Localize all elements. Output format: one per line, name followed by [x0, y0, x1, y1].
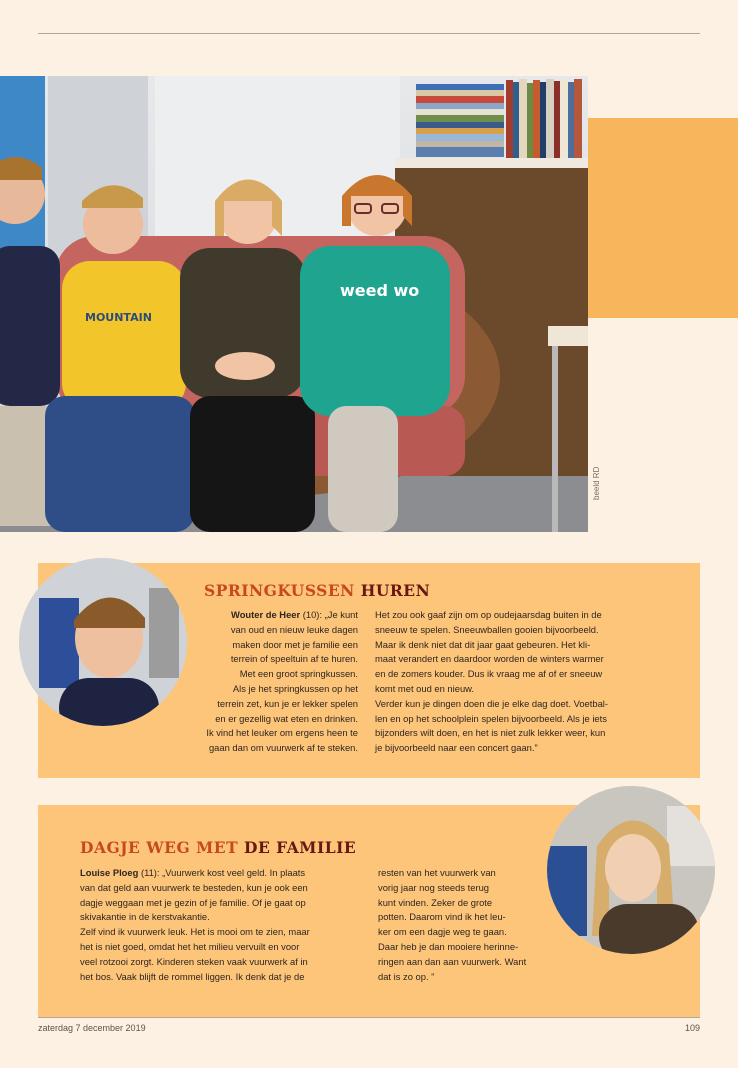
text-line: ringen aan dan aan vuurwerk. Want	[378, 955, 527, 967]
heading-part-1: SPRINGKUSSEN	[204, 581, 355, 600]
footer-date: zaterdag 7 december 2019	[38, 1023, 146, 1033]
speaker-name: Wouter de Heer	[231, 609, 301, 620]
text-line	[150, 608, 358, 623]
text-line: terrein of speeltuin af te huren.	[230, 653, 358, 665]
portrait-louise-illustration	[547, 786, 715, 954]
text-line: Zelf vind ik vuurwerk leuk. Het is mooi om te zien, maar	[80, 926, 310, 938]
text-line: potten. Daarom vind ik het leu-	[378, 911, 506, 923]
shirt-print-text: weed wo	[340, 281, 420, 300]
text-line: je bijvoorbeeld naar een concert gaan.”	[375, 742, 538, 754]
text-line: Het zou ook gaaf zijn om op oudejaarsdag buiten in de	[375, 609, 602, 620]
text-line: len en op het schoolplein spelen bijvoorbeeld. Als je iets	[375, 712, 607, 724]
text-line: bijzonders wilt doen, en het is niet zulk lekker weer, kun	[375, 727, 606, 739]
text-line: maken door met je familie een	[232, 638, 358, 650]
svg-text:MOUNTAIN: MOUNTAIN	[85, 311, 152, 324]
footer-rule	[38, 1017, 700, 1018]
section-springkussen-heading	[204, 581, 430, 600]
text-line: dagje weggaan met je gezin of je familie. Of je gaat op	[80, 896, 306, 908]
text-line: dat is zo op. ”	[378, 970, 435, 982]
heading-part-1: DAGJE WEG MET	[80, 838, 239, 857]
text-line: en er gezellig wat eten en drinken.	[215, 712, 358, 724]
text-line	[80, 866, 360, 881]
section-dagje-weg-heading	[80, 838, 356, 857]
portrait-louise	[547, 786, 715, 954]
heading-part-2: DE FAMILIE	[244, 838, 357, 857]
text-line: Verder kun je dingen doen die je elke dag doet. Voetbal-	[375, 697, 608, 709]
section-dagje-weg-column-1	[80, 866, 360, 984]
text-line: vorig jaar nog steeds terug	[378, 881, 490, 893]
group-photo-illustration	[0, 76, 588, 532]
text-line: kunt vinden. Zeker de grote	[378, 896, 493, 908]
group-photo	[0, 76, 588, 532]
section-springkussen-column-1	[150, 608, 358, 756]
text-line: Maar ik denk niet dat dit jaar gaat gebeuren. Het kli-	[375, 638, 591, 650]
text-line: van oud en nieuw leuke dagen	[230, 623, 358, 635]
text-line: Met een groot springkussen.	[239, 668, 358, 680]
text-line: gaan dan om vuurwerk af te steken.	[208, 742, 358, 754]
text-line: Ik vind het leuker om ergens heen te	[206, 727, 358, 739]
section-springkussen-column-2	[375, 608, 665, 756]
text-line: komt met oud en nieuw.	[375, 682, 475, 694]
text-line-rest: (11): „Vuurwerk kost veel geld. In plaats	[138, 867, 306, 878]
text-line: maat verandert en daardoor worden de winters warmer	[375, 653, 604, 665]
text-line: resten van het vuurwerk van	[378, 867, 496, 878]
text-line: terrein zet, kun je er lekker spelen	[217, 697, 358, 709]
top-rule	[38, 33, 700, 34]
speaker-name: Louise Ploeg	[80, 867, 139, 878]
section-dagje-weg-column-2	[378, 866, 548, 984]
text-line: van dat geld aan vuurwerk te besteden, kun je ook een	[80, 881, 308, 893]
text-line: Als je het springkussen op het	[232, 682, 358, 694]
text-line: veel rotzooi zorgt. Kinderen steken vaak vuurwerk af in	[80, 955, 308, 967]
text-line: Daar heb je dan mooiere herinne-	[378, 940, 519, 952]
text-line: ker om een dagje weg te gaan.	[378, 926, 507, 938]
text-line: sneeuw te spelen. Sneeuwballen gooien bijvoorbeeld.	[375, 623, 599, 635]
photo-credit: beeld RD	[592, 466, 601, 500]
heading-part-2: HUREN	[360, 581, 431, 600]
text-line: het bos. Vaak blijft de rommel liggen. Ik denk dat je de	[80, 970, 305, 982]
text-line: skivakantie in de kerstvakantie.	[80, 911, 210, 923]
text-line: het is niet goed, omdat het het milieu vervuilt en voor	[80, 940, 300, 952]
text-line-rest: (10): „Je kunt	[300, 609, 358, 620]
page-number: 109	[684, 1023, 700, 1033]
text-line: en de zomers kouder. Dus ik vraag me af of er sneeuw	[375, 668, 603, 680]
orange-side-tab	[588, 118, 738, 318]
